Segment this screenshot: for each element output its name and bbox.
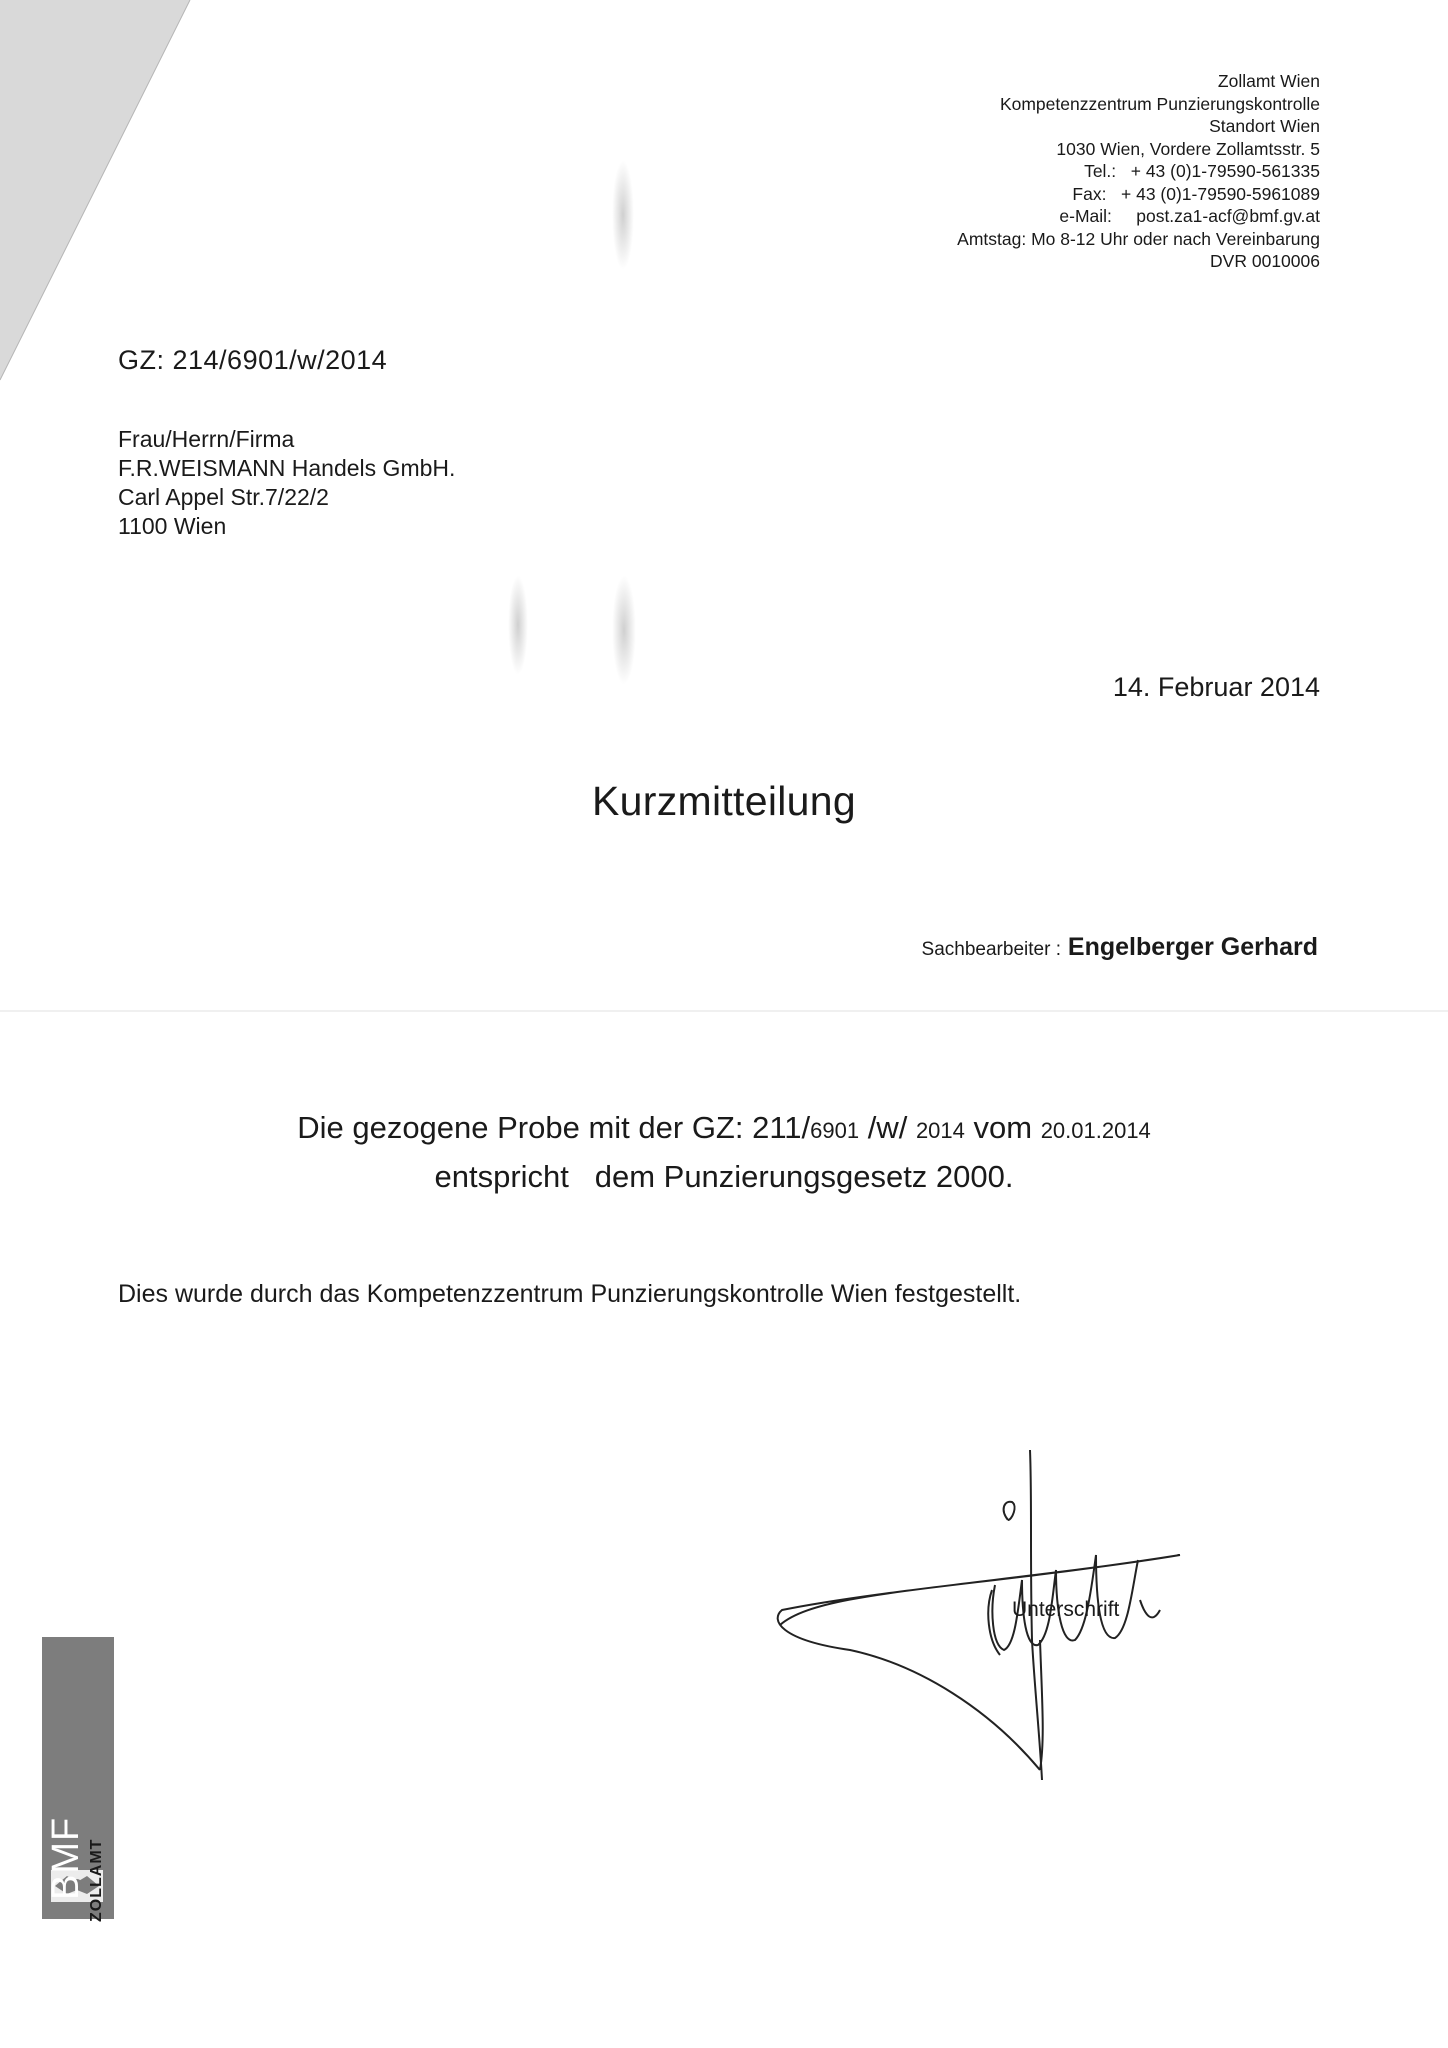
clerk-label: Sachbearbeiter : bbox=[921, 939, 1061, 960]
sender-address-block bbox=[957, 70, 1320, 273]
result-line-1 bbox=[0, 1105, 1448, 1154]
recipient-city: 1100 Wien bbox=[118, 513, 227, 539]
paper-fold-line bbox=[0, 1010, 1448, 1012]
sender-email: e-Mail: post.za1-acf@bmf.gv.at bbox=[1059, 206, 1320, 226]
sender-fax: Fax: + 43 (0)1-79590-5961089 bbox=[1072, 183, 1320, 204]
zollamt-logo-text: ZOLLAMT bbox=[88, 1838, 105, 1922]
reference-number: GZ: 214/6901/w/2014 bbox=[118, 345, 388, 375]
result-line-2: entspricht dem Punzierungsgesetz 2000. bbox=[434, 1159, 1014, 1194]
sender-line: Standort Wien bbox=[1209, 116, 1320, 136]
recipient-address-block bbox=[118, 425, 455, 541]
bmf-logo-text: BMF bbox=[45, 1816, 87, 1900]
recipient-company: F.R.WEISMANN Handels GmbH. bbox=[118, 455, 456, 481]
result-number: 6901 bbox=[810, 1118, 860, 1143]
document-title: Kurzmitteilung bbox=[592, 778, 856, 824]
punch-hole-mark bbox=[508, 575, 528, 675]
sender-line: Zollamt Wien bbox=[1217, 71, 1320, 91]
sender-hours: Amtstag: Mo 8-12 Uhr oder nach Vereinbarung bbox=[957, 228, 1320, 249]
recipient-street: Carl Appel Str.7/22/2 bbox=[118, 484, 329, 510]
sender-phone: Tel.: + 43 (0)1-79590-561335 bbox=[1084, 161, 1320, 181]
sender-line: 1030 Wien, Vordere Zollamtsstr. 5 bbox=[1056, 138, 1320, 159]
result-date: 20.01.2014 bbox=[1040, 1118, 1151, 1143]
confirmation-text: Dies wurde durch das Kompetenzzentrum Punzierungskontrolle Wien festgestellt. bbox=[118, 1280, 1022, 1308]
result-year: 2014 bbox=[915, 1118, 965, 1143]
result-prefix: Die gezogene Probe mit der GZ: 211/ bbox=[297, 1110, 811, 1145]
handwritten-signature bbox=[760, 1440, 1240, 1800]
sender-dvr: DVR 0010006 bbox=[1210, 251, 1320, 271]
clerk-line bbox=[922, 933, 1318, 962]
result-mid: /w/ bbox=[859, 1110, 916, 1145]
signature-label: Unterschrift bbox=[1012, 1598, 1120, 1621]
punch-hole-mark bbox=[612, 160, 634, 270]
sender-line: Kompetenzzentrum Punzierungskontrolle bbox=[999, 93, 1320, 114]
letter-date: 14. Februar 2014 bbox=[1112, 672, 1320, 702]
result-statement bbox=[0, 1105, 1448, 1200]
clerk-name: Engelberger Gerhard bbox=[1067, 933, 1318, 961]
recipient-line: Frau/Herrn/Firma bbox=[118, 426, 295, 452]
scan-corner-artifact bbox=[0, 0, 200, 400]
punch-hole-mark bbox=[612, 575, 636, 685]
result-vom: vom bbox=[964, 1110, 1041, 1145]
